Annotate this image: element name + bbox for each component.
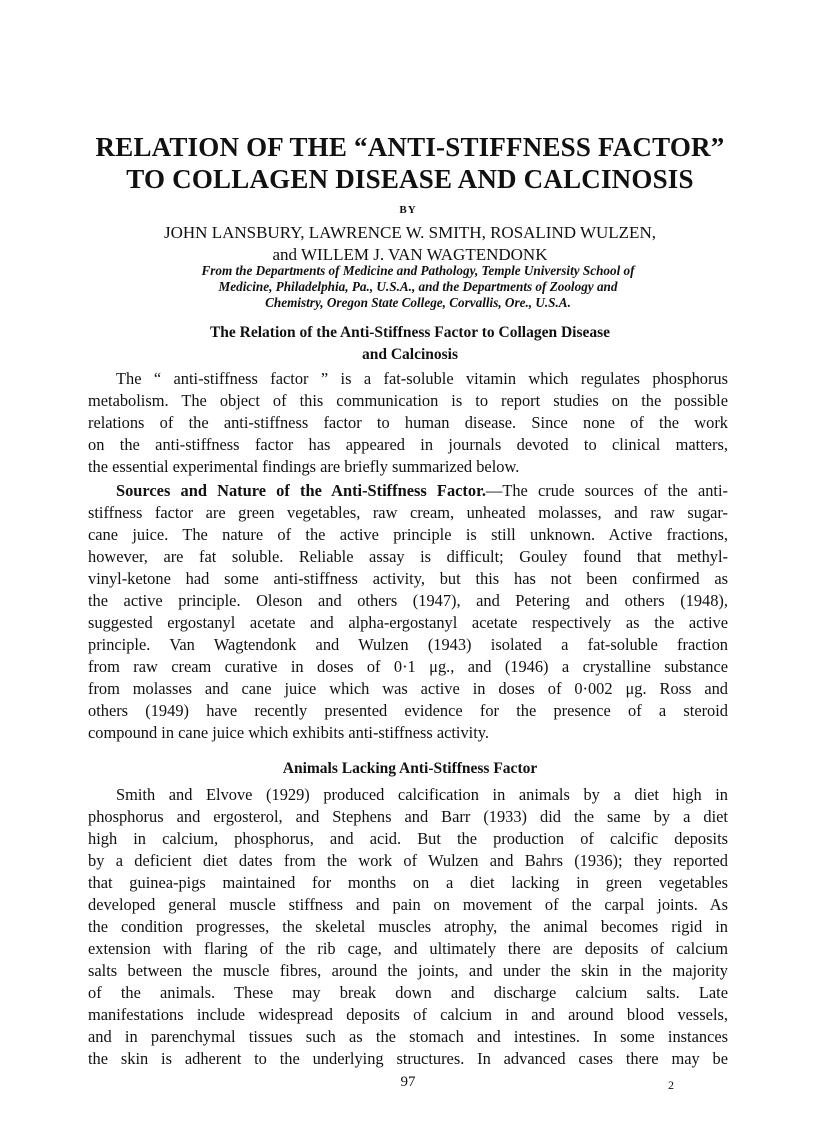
body-line: the active principle. Oleson and others (1947), and Petering and others (1948), — [88, 591, 728, 610]
body-line: compound in cane juice which exhibits anti-stiffness activity. — [88, 723, 490, 742]
body-text: —The crude sources of the anti- — [485, 481, 728, 500]
affiliation-line-3: Chemistry, Oregon State College, Corvallis, Ore., U.S.A. — [265, 295, 571, 310]
affiliation-line-1: From the Departments of Medicine and Pathology, Temple University School of — [201, 263, 635, 278]
body-line: of the animals. These may break down and discharge calcium salts. Late — [88, 983, 728, 1002]
section-heading-animals: Animals Lacking Anti-Stiffness Factor — [282, 760, 538, 777]
body-line: extension with flaring of the rib cage, and ultimately there are deposits of calcium — [88, 939, 728, 958]
affiliation-line-2: Medicine, Philadelphia, Pa., U.S.A., and the Departments of Zoology and — [218, 279, 618, 294]
body-line: phosphorus and ergosterol, and Stephens and Barr (1933) did the same by a diet — [88, 807, 728, 826]
body-line: cane juice. The nature of the active principle is still unknown. Active fractions, — [88, 525, 728, 544]
body-line: suggested ergostanyl acetate and alpha-ergostanyl acetate respectively as the active — [88, 613, 728, 632]
body-line: metabolism. The object of this communication is to report studies on the possible — [88, 391, 728, 410]
body-line: and in parenchymal tissues such as the stomach and intestines. In some instances — [88, 1027, 728, 1046]
body-line: however, are fat soluble. Reliable assay is difficult; Gouley found that methyl- — [88, 547, 728, 566]
page-number: 97 — [400, 1074, 416, 1090]
body-line: developed general muscle stiffness and pain on movement of the carpal joints. As — [88, 895, 728, 914]
signature-mark: 2 — [668, 1078, 674, 1092]
body-line — [116, 480, 728, 502]
body-line: manifestations include widespread deposits of calcium in and around blood vessels, — [88, 1005, 728, 1024]
body-line: high in calcium, phosphorus, and acid. But the production of calcific deposits — [88, 829, 728, 848]
body-line: the skin is adherent to the underlying structures. In advanced cases there may be — [88, 1049, 728, 1068]
authors-line-1: JOHN LANSBURY, LAWRENCE W. SMITH, ROSALIND WULZEN, — [164, 223, 656, 242]
body-line: from molasses and cane juice which was active in doses of 0·002 μg. Ross and — [88, 679, 728, 698]
section-heading-relation-line-1: The Relation of the Anti-Stiffness Factor to Collagen Disease — [209, 324, 611, 341]
body-line: by a deficient diet dates from the work of Wulzen and Bahrs (1936); they reported — [88, 851, 728, 870]
body-line: that guinea-pigs maintained for months on a diet lacking in green vegetables — [88, 873, 728, 892]
byline: BY — [399, 204, 417, 216]
body-line: the essential experimental findings are briefly summarized below. — [88, 457, 520, 476]
body-line: stiffness factor are green vegetables, raw cream, unheated molasses, and raw sugar- — [88, 503, 728, 522]
body-line: from raw cream curative in doses of 0·1 μg., and (1946) a crystalline substance — [88, 657, 728, 676]
body-line: vinyl-ketone had some anti-stiffness activity, but this has not been confirmed as — [88, 569, 728, 588]
authors-line-2: and WILLEM J. VAN WAGTENDONK — [272, 245, 548, 264]
body-line: principle. Van Wagtendonk and Wulzen (1943) isolated a fat-soluble fraction — [88, 635, 728, 654]
body-line: on the anti-stiffness factor has appeared in journals devoted to clinical matters, — [88, 435, 728, 454]
body-line: relations of the anti-stiffness factor to human disease. Since none of the work — [88, 413, 728, 432]
section-heading-relation-line-2: and Calcinosis — [361, 346, 459, 363]
body-line: Smith and Elvove (1929) produced calcification in animals by a diet high in — [116, 785, 728, 804]
body-line: salts between the muscle fibres, around the joints, and under the skin in the majority — [88, 961, 728, 980]
body-line: others (1949) have recently presented evidence for the presence of a steroid — [88, 701, 728, 720]
body-line: the condition progresses, the skeletal muscles atrophy, the animal becomes rigid in — [88, 917, 728, 936]
article-title-line-1: RELATION OF THE “ANTI-STIFFNESS FACTOR” — [95, 132, 725, 162]
runin-heading-sources: Sources and Nature of the Anti-Stiffness Factor. — [116, 481, 486, 500]
article-title-line-2: TO COLLAGEN DISEASE AND CALCINOSIS — [126, 164, 694, 194]
body-line: The “ anti-stiffness factor ” is a fat-soluble vitamin which regulates phosphorus — [116, 369, 728, 388]
